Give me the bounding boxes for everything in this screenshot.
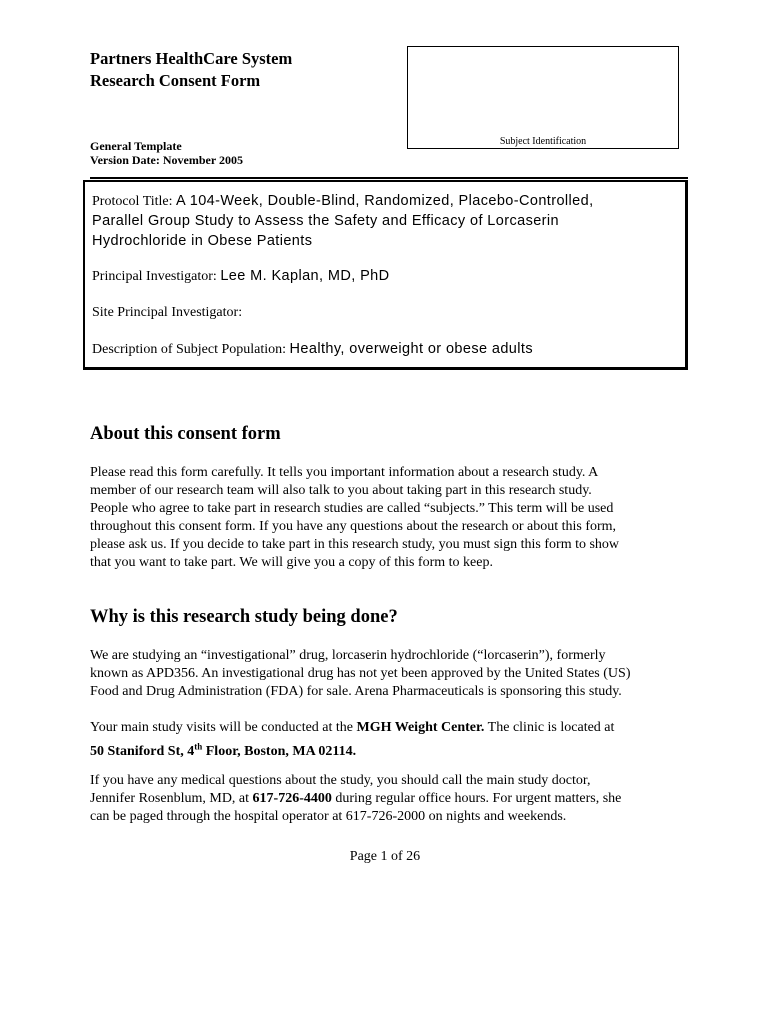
subject-identification-box bbox=[407, 46, 679, 149]
about-paragraph bbox=[90, 464, 680, 572]
why-paragraph-3 bbox=[90, 772, 680, 826]
paragraph-line: throughout this consent form. If you have any questions about the research or about this form, bbox=[90, 519, 617, 534]
section-heading-about: About this consent form bbox=[90, 424, 281, 444]
header-divider bbox=[90, 177, 688, 179]
protocol-title-value-2: Parallel Group Study to Assess the Safety and Efficacy of Lorcaserin bbox=[92, 213, 559, 229]
address-part-b: Floor, Boston, MA 02114. bbox=[202, 743, 357, 759]
paragraph-line: please ask us. If you decide to take part in this research study, you must sign this form to show bbox=[90, 537, 620, 552]
population-value: Healthy, overweight or obese adults bbox=[289, 341, 533, 357]
location-suffix: The clinic is located at bbox=[484, 720, 615, 735]
paragraph-line: People who agree to take part in research studies are called “subjects.” This term will be used bbox=[90, 501, 614, 516]
subject-identification-label: Subject Identification bbox=[499, 136, 587, 147]
section-heading-why: Why is this research study being done? bbox=[90, 607, 398, 627]
pi-value: Lee M. Kaplan, MD, PhD bbox=[220, 268, 390, 284]
subject-population-row bbox=[92, 339, 533, 360]
why-paragraph-2 bbox=[90, 719, 680, 761]
pi-label: Principal Investigator: bbox=[92, 269, 217, 284]
contact-line bbox=[90, 790, 680, 808]
protocol-title-line1 bbox=[92, 191, 594, 212]
paragraph-line: We are studying an “investigational” drug, lorcaserin hydrochloride (“lorcaserin”), formerly bbox=[90, 648, 606, 663]
study-location-line bbox=[90, 719, 680, 737]
protocol-title-value-1: A 104-Week, Double-Blind, Randomized, Placebo-Controlled, bbox=[176, 193, 594, 209]
paragraph-line: can be paged through the hospital operator at 617-726-2000 on nights and weekends. bbox=[90, 809, 567, 824]
org-name: Partners HealthCare System bbox=[90, 49, 293, 68]
paragraph-line: that you want to take part. We will give you a copy of this form to keep. bbox=[90, 555, 493, 570]
weight-center-name: MGH Weight Center. bbox=[356, 720, 485, 735]
paragraph-line: member of our research team will also talk to you about taking part in this research study. bbox=[90, 483, 592, 498]
address-line bbox=[90, 737, 680, 761]
doctor-intro: Jennifer Rosenblum, MD, at bbox=[90, 791, 250, 806]
protocol-info-box bbox=[83, 180, 688, 370]
address-sup: th bbox=[194, 741, 203, 751]
paragraph-line: Food and Drug Administration (FDA) for sale. Arena Pharmaceuticals is sponsoring this study. bbox=[90, 684, 622, 699]
location-intro: Your main study visits will be conducted at the bbox=[90, 720, 353, 735]
phone-number: 617-726-4400 bbox=[252, 791, 332, 806]
organization-title bbox=[90, 48, 292, 92]
paragraph-line: If you have any medical questions about the study, you should call the main study doctor, bbox=[90, 773, 591, 788]
protocol-title-value-3: Hydrochloride in Obese Patients bbox=[92, 233, 313, 249]
paragraph-line: known as APD356. An investigational drug has not yet been approved by the United States (US) bbox=[90, 666, 631, 681]
address-part-a: 50 Staniford St, 4 bbox=[90, 743, 195, 759]
form-name: Research Consent Form bbox=[90, 71, 261, 90]
why-paragraph-1 bbox=[90, 647, 680, 701]
paragraph-line: Please read this form carefully. It tells you important information about a research study. A bbox=[90, 465, 599, 480]
version-date: Version Date: November 2005 bbox=[90, 153, 243, 167]
principal-investigator-row bbox=[92, 266, 390, 287]
protocol-title-label: Protocol Title: bbox=[92, 194, 173, 209]
site-pi-label: Site Principal Investigator: bbox=[92, 305, 243, 320]
template-info bbox=[90, 139, 243, 167]
page-number: Page 1 of 26 bbox=[349, 849, 421, 864]
template-name: General Template bbox=[90, 139, 182, 153]
population-label: Description of Subject Population: bbox=[92, 342, 287, 357]
hours-text: during regular office hours. For urgent matters, she bbox=[335, 791, 622, 806]
